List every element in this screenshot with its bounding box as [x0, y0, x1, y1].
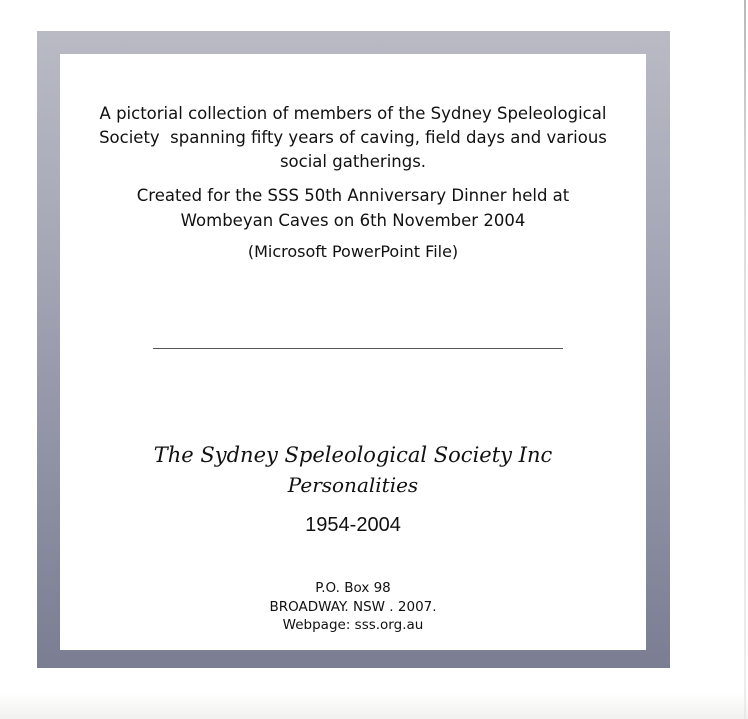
file-note-text: (Microsoft PowerPoint File) [247, 242, 459, 261]
year-range-text: 1954-2004 [305, 514, 401, 536]
cover-frame [37, 31, 670, 668]
intro-paragraph [60, 102, 646, 174]
cover-card [60, 54, 646, 650]
occasion-paragraph [60, 183, 646, 233]
contact-block [60, 579, 646, 635]
po-box: P.O. Box 98 [315, 580, 391, 596]
intro-line-1: A pictorial collection of members of the Sydney Speleological [99, 104, 607, 123]
society-name: The Sydney Speleological Society Inc [153, 443, 553, 467]
scan-edge [744, 0, 746, 719]
file-note [60, 241, 646, 263]
postal-address: BROADWAY. NSW . 2007. [269, 598, 437, 615]
intro-line-2: Society spanning fifty years of caving, field days and various [99, 128, 607, 147]
webpage: Webpage: sss.org.au [282, 617, 424, 633]
personalities-text: Personalities [287, 473, 419, 497]
occasion-line-2: Wombeyan Caves on 6th November 2004 [180, 211, 526, 230]
intro-line-3: social gatherings. [279, 152, 427, 171]
society-title [60, 440, 646, 470]
divider-line [153, 348, 563, 349]
scan-shadow [0, 693, 748, 719]
year-range [60, 512, 646, 538]
occasion-line-1: Created for the SSS 50th Anniversary Dinner held at [136, 186, 570, 205]
personalities-heading [60, 471, 646, 499]
